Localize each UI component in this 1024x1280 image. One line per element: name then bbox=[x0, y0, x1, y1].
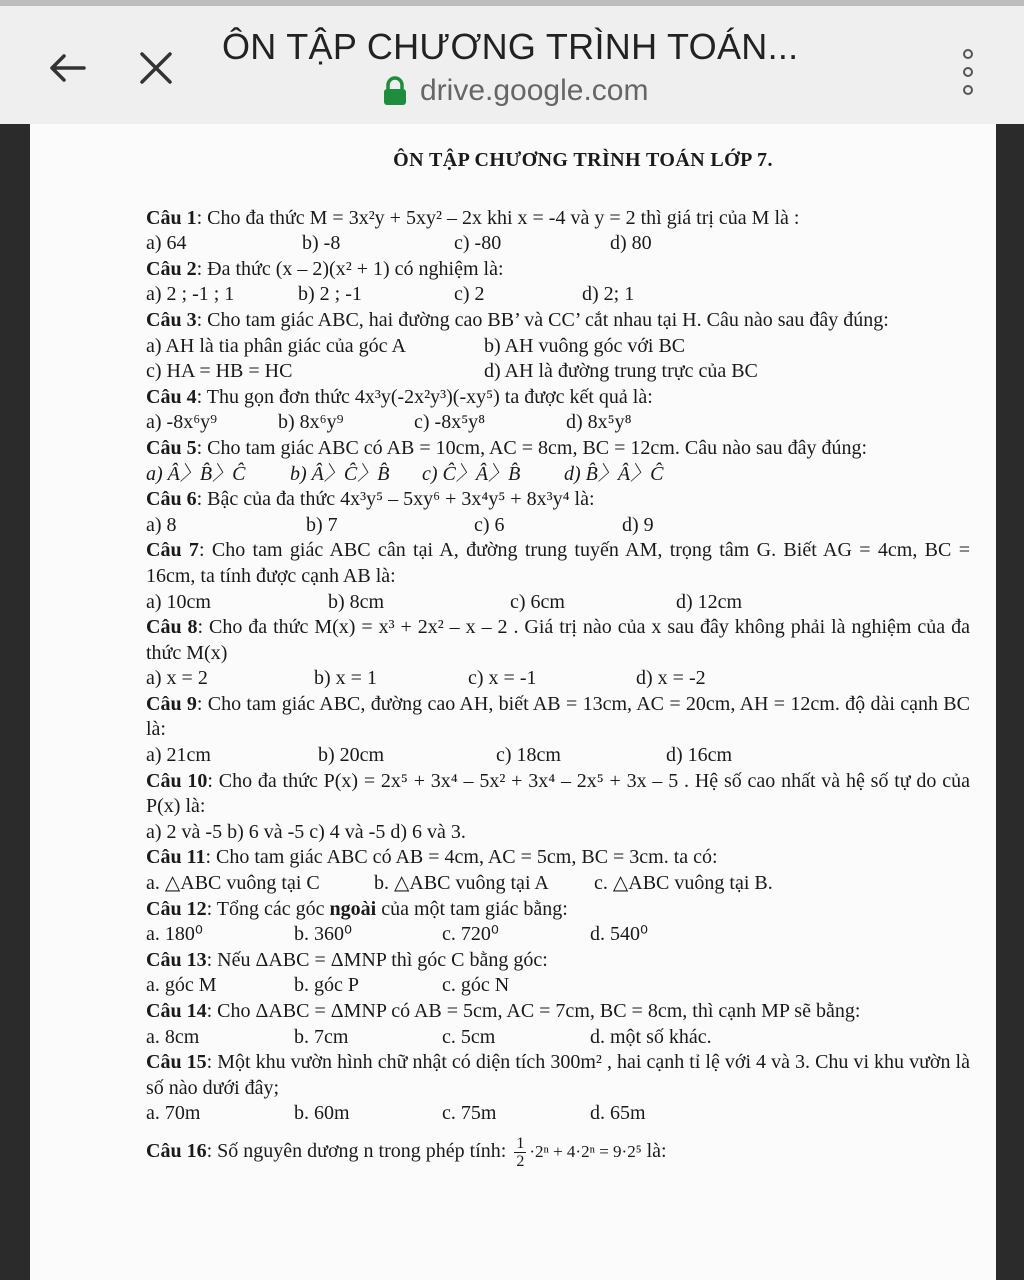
question-11 bbox=[146, 845, 970, 871]
option-c: c) -8x⁵y⁸ bbox=[414, 411, 486, 434]
question-label: Câu 2 bbox=[146, 257, 197, 280]
option-b: b) 20cm bbox=[318, 744, 385, 767]
option-c: c) 6 bbox=[474, 513, 505, 536]
question-text-end: của một tam giác bằng: bbox=[376, 897, 568, 920]
question-label: Câu 5 bbox=[146, 436, 197, 459]
option-b: b) -8 bbox=[302, 232, 341, 255]
question-emphasis: ngoài bbox=[329, 897, 377, 920]
question-text: : Cho đa thức P(x) = 2x⁵ + 3x⁴ – 5x² + 3x⁴ – 2x⁵ + 3x – 5 . Hệ số cao nhất và hệ số tự do của P(x) là: bbox=[146, 769, 970, 818]
option-c: c) -80 bbox=[454, 232, 502, 255]
option-c: c. góc N bbox=[442, 974, 510, 997]
option-c: c. 75m bbox=[442, 1102, 497, 1125]
document-title: ÔN TẬP CHƯƠNG TRÌNH TOÁN LỚP 7. bbox=[393, 149, 773, 171]
question-text: : Cho tam giác ABC có AB = 10cm, AC = 8cm, BC = 12cm. Câu nào sau đây đúng: bbox=[196, 436, 868, 459]
option-b: b) 8cm bbox=[328, 590, 385, 613]
option-d: d. 540⁰ bbox=[590, 923, 649, 946]
option-d: d) 12cm bbox=[676, 590, 743, 613]
question-4 bbox=[146, 385, 970, 411]
question-label: Câu 16 bbox=[146, 1140, 207, 1163]
options-10: a) 2 và -5 b) 6 và -5 c) 4 và -5 d) 6 và 3. bbox=[146, 820, 466, 843]
question-16 bbox=[146, 1135, 970, 1170]
option-b: b) 7 bbox=[306, 513, 338, 536]
option-c: c. △ABC vuông tại B. bbox=[594, 872, 773, 895]
option-a: a) AH là tia phân giác của góc A bbox=[146, 334, 406, 357]
option-c: c) 2 bbox=[454, 283, 485, 306]
question-13 bbox=[146, 948, 970, 974]
option-b: b) x = 1 bbox=[314, 667, 377, 690]
options-13 bbox=[146, 973, 970, 999]
question-label: Câu 6 bbox=[146, 488, 197, 511]
question-6 bbox=[146, 487, 970, 513]
question-label: Câu 15 bbox=[146, 1051, 207, 1074]
browser-toolbar bbox=[0, 0, 1024, 124]
question-2 bbox=[146, 257, 970, 283]
options-4 bbox=[146, 410, 970, 436]
question-text-end: là: bbox=[646, 1140, 667, 1163]
question-label: Câu 11 bbox=[146, 846, 206, 869]
question-text: : Một khu vườn hình chữ nhật có diện tích 300m² , hai cạnh tỉ lệ với 4 và 3. Chu vi khu vườn là số nào dưới đây; bbox=[146, 1051, 970, 1099]
options-2 bbox=[146, 282, 970, 308]
option-a: a) 10cm bbox=[146, 590, 211, 613]
option-c: c) 6cm bbox=[510, 590, 565, 613]
question-1 bbox=[146, 206, 970, 232]
option-b: b) Â〉Ĉ〉B̂ bbox=[290, 462, 390, 485]
option-a: a) 8 bbox=[146, 513, 177, 536]
option-b: b. 7cm bbox=[294, 1025, 349, 1048]
option-a: a. 8cm bbox=[146, 1025, 200, 1048]
question-text: : Thu gọn đơn thức 4x³y(-2x²y³)(-xy⁵) ta được kết quả là: bbox=[196, 385, 653, 408]
question-text: : Tổng các góc bbox=[206, 897, 330, 920]
page-title: ÔN TẬP CHƯƠNG TRÌNH TOÁN... bbox=[222, 26, 799, 67]
option-a: a. 70m bbox=[146, 1102, 201, 1125]
url-text: drive.google.com bbox=[420, 74, 649, 107]
back-arrow-icon[interactable] bbox=[44, 44, 92, 92]
option-d: d) B̂〉Â〉Ĉ bbox=[564, 462, 664, 485]
option-b: b. 360⁰ bbox=[294, 923, 353, 946]
close-icon[interactable] bbox=[132, 44, 180, 92]
fraction-numerator: 1 bbox=[516, 1134, 525, 1152]
question-7 bbox=[146, 538, 970, 589]
option-c: c) HA = HB = HC bbox=[146, 360, 293, 383]
question-text: : Cho đa thức M = 3x²y + 5xy² – 2x khi x = -4 và y = 2 thì giá trị của M là : bbox=[196, 206, 800, 229]
option-c: c) 18cm bbox=[496, 744, 561, 767]
options-1 bbox=[146, 231, 970, 257]
question-text: : Nếu ΔABC = ΔMNP thì góc C bằng góc: bbox=[206, 948, 548, 971]
option-b: b) AH vuông góc với BC bbox=[484, 334, 686, 357]
option-a: a) Â〉B̂〉Ĉ bbox=[146, 462, 246, 485]
question-label: Câu 8 bbox=[146, 616, 198, 639]
question-label: Câu 7 bbox=[146, 539, 199, 562]
option-a: a. 180⁰ bbox=[146, 923, 203, 946]
question-label: Câu 9 bbox=[146, 692, 197, 715]
option-b: b) 2 ; -1 bbox=[298, 283, 362, 306]
question-10 bbox=[146, 769, 970, 820]
document-page[interactable] bbox=[30, 124, 996, 1280]
option-c: c. 720⁰ bbox=[442, 923, 499, 946]
question-text: : Cho tam giác ABC, hai đường cao BB’ và CC’ cắt nhau tại H. Câu nào sau đây đúng: bbox=[196, 308, 889, 331]
option-a: a) 21cm bbox=[146, 744, 211, 767]
question-label: Câu 13 bbox=[146, 948, 207, 971]
options-8 bbox=[146, 666, 970, 692]
question-12 bbox=[146, 897, 970, 923]
option-d: d) AH là đường trung trực của BC bbox=[484, 360, 758, 383]
question-text: : Cho tam giác ABC có AB = 4cm, AC = 5cm, BC = 3cm. ta có: bbox=[205, 846, 718, 869]
question-text: : Đa thức (x – 2)(x² + 1) có nghiệm là: bbox=[196, 257, 504, 280]
option-a: a. góc M bbox=[146, 974, 217, 997]
options-5 bbox=[146, 462, 970, 488]
option-a: a) 2 ; -1 ; 1 bbox=[146, 283, 235, 306]
option-b: b. △ABC vuông tại A bbox=[374, 872, 549, 895]
url-bar[interactable] bbox=[382, 74, 648, 114]
option-d: d) x = -2 bbox=[636, 667, 706, 690]
document-content bbox=[146, 148, 970, 1170]
lock-icon bbox=[382, 76, 408, 106]
option-b: b. góc P bbox=[294, 974, 359, 997]
question-3 bbox=[146, 308, 970, 334]
options-11 bbox=[146, 871, 970, 897]
fraction-denominator: 2 bbox=[516, 1152, 525, 1170]
option-d: d) 80 bbox=[610, 232, 652, 255]
fraction bbox=[514, 1135, 526, 1170]
question-5 bbox=[146, 436, 970, 462]
question-label: Câu 4 bbox=[146, 385, 197, 408]
question-text: : Bậc của đa thức 4x³y⁵ – 5xy⁶ + 3x⁴y⁵ + 8x³y⁴ là: bbox=[196, 488, 595, 511]
question-text: : Cho tam giác ABC cân tại A, đường trung tuyến AM, trọng tâm G. Biết AG = 4cm, BC = 16cm, ta tính được cạnh AB là: bbox=[146, 539, 970, 587]
question-9 bbox=[146, 692, 970, 743]
option-d: d) 2; 1 bbox=[582, 283, 635, 306]
option-c: c) x = -1 bbox=[468, 667, 537, 690]
option-c: c. 5cm bbox=[442, 1025, 496, 1048]
option-d: d) 9 bbox=[622, 513, 654, 536]
question-label: Câu 10 bbox=[146, 769, 208, 792]
options-9 bbox=[146, 743, 970, 769]
options-12 bbox=[146, 922, 970, 948]
question-text: : Số nguyên dương n trong phép tính: bbox=[206, 1140, 507, 1163]
question-14 bbox=[146, 999, 970, 1025]
option-a: a) -8x⁶y⁹ bbox=[146, 411, 218, 434]
option-a: a. △ABC vuông tại C bbox=[146, 872, 320, 895]
option-a: a) 64 bbox=[146, 232, 187, 255]
option-d: d) 8x⁵y⁸ bbox=[566, 411, 632, 434]
equation: ·2ⁿ + 4·2ⁿ = 9·2⁵ bbox=[529, 1142, 642, 1162]
option-d: d) 16cm bbox=[666, 744, 733, 767]
options-3-row1 bbox=[146, 334, 970, 360]
options-6 bbox=[146, 513, 970, 539]
options-14 bbox=[146, 1025, 970, 1051]
options-15 bbox=[146, 1101, 970, 1127]
more-vert-icon[interactable] bbox=[956, 46, 980, 98]
option-b: b. 60m bbox=[294, 1102, 350, 1125]
question-8 bbox=[146, 615, 970, 666]
question-label: Câu 12 bbox=[146, 897, 207, 920]
question-15 bbox=[146, 1050, 970, 1101]
question-text: : Cho đa thức M(x) = x³ + 2x² – x – 2 . Giá trị nào của x sau đây không phải là nghiệm của đa thức M(x) bbox=[146, 616, 970, 664]
question-label: Câu 3 bbox=[146, 308, 197, 331]
option-a: a) x = 2 bbox=[146, 667, 208, 690]
option-b: b) 8x⁶y⁹ bbox=[278, 411, 344, 434]
question-label: Câu 1 bbox=[146, 206, 197, 229]
question-text: : Cho ΔABC = ΔMNP có AB = 5cm, AC = 7cm, BC = 8cm, thì cạnh MP sẽ bằng: bbox=[206, 1000, 861, 1022]
question-label: Câu 14 bbox=[146, 1000, 207, 1022]
option-d: d. một số khác. bbox=[590, 1025, 712, 1048]
option-c: c) Ĉ〉Â〉B̂ bbox=[422, 462, 521, 485]
option-d: d. 65m bbox=[590, 1102, 646, 1125]
options-3-row2 bbox=[146, 359, 970, 385]
question-text: : Cho tam giác ABC, đường cao AH, biết AB = 13cm, AC = 20cm, AH = 12cm. độ dài cạnh BC là: bbox=[146, 692, 970, 741]
options-7 bbox=[146, 590, 970, 616]
